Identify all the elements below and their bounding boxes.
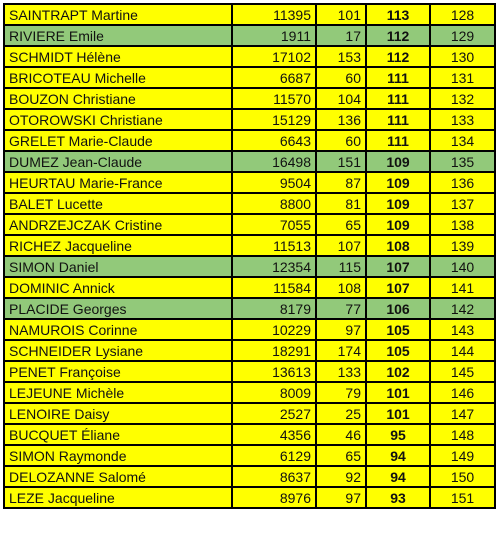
table-row — [4, 361, 495, 382]
name-cell: ANDRZEJCZAK Cristine — [4, 214, 232, 235]
value-b-cell: 101 — [316, 4, 366, 25]
table-row — [4, 109, 495, 130]
rank-cell: 135 — [430, 151, 495, 172]
value-b-cell: 133 — [316, 361, 366, 382]
value-a-cell: 8800 — [232, 193, 316, 214]
rank-cell: 143 — [430, 319, 495, 340]
table-row — [4, 46, 495, 67]
score-cell: 105 — [366, 340, 430, 361]
value-a-cell: 15129 — [232, 109, 316, 130]
name-cell: SIMON Raymonde — [4, 445, 232, 466]
score-cell: 105 — [366, 319, 430, 340]
table-row — [4, 172, 495, 193]
score-cell: 95 — [366, 424, 430, 445]
name-cell: OTOROWSKI Christiane — [4, 109, 232, 130]
value-b-cell: 107 — [316, 235, 366, 256]
table-row — [4, 487, 495, 508]
value-a-cell: 4356 — [232, 424, 316, 445]
table-row — [4, 340, 495, 361]
value-b-cell: 65 — [316, 214, 366, 235]
value-a-cell: 11584 — [232, 277, 316, 298]
table-row — [4, 466, 495, 487]
name-cell: SAINTRAPT Martine — [4, 4, 232, 25]
score-cell: 106 — [366, 298, 430, 319]
table-row — [4, 298, 495, 319]
rank-cell: 140 — [430, 256, 495, 277]
value-a-cell: 17102 — [232, 46, 316, 67]
rank-cell: 133 — [430, 109, 495, 130]
rank-cell: 150 — [430, 466, 495, 487]
value-a-cell: 11395 — [232, 4, 316, 25]
value-a-cell: 7055 — [232, 214, 316, 235]
rank-cell: 139 — [430, 235, 495, 256]
value-a-cell: 6129 — [232, 445, 316, 466]
value-b-cell: 136 — [316, 109, 366, 130]
name-cell: DUMEZ Jean-Claude — [4, 151, 232, 172]
value-b-cell: 25 — [316, 403, 366, 424]
name-cell: DELOZANNE Salomé — [4, 466, 232, 487]
table-row — [4, 277, 495, 298]
rank-cell: 144 — [430, 340, 495, 361]
score-cell: 109 — [366, 151, 430, 172]
rank-cell: 136 — [430, 172, 495, 193]
value-a-cell: 12354 — [232, 256, 316, 277]
table-row — [4, 88, 495, 109]
value-a-cell: 2527 — [232, 403, 316, 424]
score-cell: 94 — [366, 466, 430, 487]
rank-cell: 129 — [430, 25, 495, 46]
value-a-cell: 6687 — [232, 67, 316, 88]
table-row — [4, 4, 495, 25]
score-cell: 107 — [366, 277, 430, 298]
rank-cell: 137 — [430, 193, 495, 214]
score-cell: 101 — [366, 403, 430, 424]
table-row — [4, 424, 495, 445]
value-b-cell: 151 — [316, 151, 366, 172]
score-cell: 107 — [366, 256, 430, 277]
rank-cell: 134 — [430, 130, 495, 151]
score-cell: 93 — [366, 487, 430, 508]
value-a-cell: 18291 — [232, 340, 316, 361]
value-a-cell: 6643 — [232, 130, 316, 151]
name-cell: PLACIDE Georges — [4, 298, 232, 319]
rank-cell: 151 — [430, 487, 495, 508]
name-cell: SCHNEIDER Lysiane — [4, 340, 232, 361]
score-cell: 113 — [366, 4, 430, 25]
value-b-cell: 60 — [316, 130, 366, 151]
name-cell: BALET Lucette — [4, 193, 232, 214]
table-row — [4, 319, 495, 340]
rank-cell: 142 — [430, 298, 495, 319]
value-b-cell: 87 — [316, 172, 366, 193]
value-a-cell: 10229 — [232, 319, 316, 340]
table-row — [4, 130, 495, 151]
table-row — [4, 67, 495, 88]
value-a-cell: 1911 — [232, 25, 316, 46]
name-cell: DOMINIC Annick — [4, 277, 232, 298]
rank-cell: 148 — [430, 424, 495, 445]
value-b-cell: 77 — [316, 298, 366, 319]
score-cell: 111 — [366, 67, 430, 88]
table-row — [4, 214, 495, 235]
score-cell: 109 — [366, 214, 430, 235]
table-row — [4, 403, 495, 424]
value-a-cell: 13613 — [232, 361, 316, 382]
table-row — [4, 445, 495, 466]
name-cell: RIVIERE Emile — [4, 25, 232, 46]
name-cell: HEURTAU Marie-France — [4, 172, 232, 193]
value-b-cell: 81 — [316, 193, 366, 214]
name-cell: SCHMIDT Hélène — [4, 46, 232, 67]
value-a-cell: 8009 — [232, 382, 316, 403]
rank-cell: 128 — [430, 4, 495, 25]
table-row — [4, 235, 495, 256]
name-cell: LENOIRE Daisy — [4, 403, 232, 424]
ranking-body — [4, 4, 495, 508]
table-row — [4, 256, 495, 277]
name-cell: NAMUROIS Corinne — [4, 319, 232, 340]
name-cell: LEJEUNE Michèle — [4, 382, 232, 403]
rank-cell: 141 — [430, 277, 495, 298]
value-b-cell: 92 — [316, 466, 366, 487]
value-b-cell: 97 — [316, 319, 366, 340]
value-a-cell: 16498 — [232, 151, 316, 172]
rank-cell: 130 — [430, 46, 495, 67]
name-cell: BUCQUET Éliane — [4, 424, 232, 445]
name-cell: SIMON Daniel — [4, 256, 232, 277]
rank-cell: 138 — [430, 214, 495, 235]
score-cell: 101 — [366, 382, 430, 403]
rank-cell: 131 — [430, 67, 495, 88]
score-cell: 112 — [366, 25, 430, 46]
rank-cell: 147 — [430, 403, 495, 424]
value-b-cell: 108 — [316, 277, 366, 298]
rank-cell: 145 — [430, 361, 495, 382]
name-cell: RICHEZ Jacqueline — [4, 235, 232, 256]
ranking-table — [3, 3, 496, 509]
value-b-cell: 115 — [316, 256, 366, 277]
name-cell: BOUZON Christiane — [4, 88, 232, 109]
value-b-cell: 97 — [316, 487, 366, 508]
name-cell: PENET Françoise — [4, 361, 232, 382]
score-cell: 111 — [366, 130, 430, 151]
value-b-cell: 104 — [316, 88, 366, 109]
rank-cell: 146 — [430, 382, 495, 403]
value-a-cell: 9504 — [232, 172, 316, 193]
value-a-cell: 11513 — [232, 235, 316, 256]
score-cell: 109 — [366, 193, 430, 214]
score-cell: 94 — [366, 445, 430, 466]
table-row — [4, 151, 495, 172]
score-cell: 109 — [366, 172, 430, 193]
value-b-cell: 65 — [316, 445, 366, 466]
value-a-cell: 11570 — [232, 88, 316, 109]
score-cell: 102 — [366, 361, 430, 382]
score-cell: 112 — [366, 46, 430, 67]
rank-cell: 149 — [430, 445, 495, 466]
score-cell: 111 — [366, 109, 430, 130]
name-cell: BRICOTEAU Michelle — [4, 67, 232, 88]
value-b-cell: 79 — [316, 382, 366, 403]
value-a-cell: 8179 — [232, 298, 316, 319]
table-row — [4, 193, 495, 214]
table-row — [4, 382, 495, 403]
table-row — [4, 25, 495, 46]
value-a-cell: 8976 — [232, 487, 316, 508]
value-b-cell: 174 — [316, 340, 366, 361]
name-cell: GRELET Marie-Claude — [4, 130, 232, 151]
name-cell: LEZE Jacqueline — [4, 487, 232, 508]
value-a-cell: 8637 — [232, 466, 316, 487]
value-b-cell: 60 — [316, 67, 366, 88]
value-b-cell: 17 — [316, 25, 366, 46]
score-cell: 111 — [366, 88, 430, 109]
score-cell: 108 — [366, 235, 430, 256]
value-b-cell: 46 — [316, 424, 366, 445]
value-b-cell: 153 — [316, 46, 366, 67]
rank-cell: 132 — [430, 88, 495, 109]
